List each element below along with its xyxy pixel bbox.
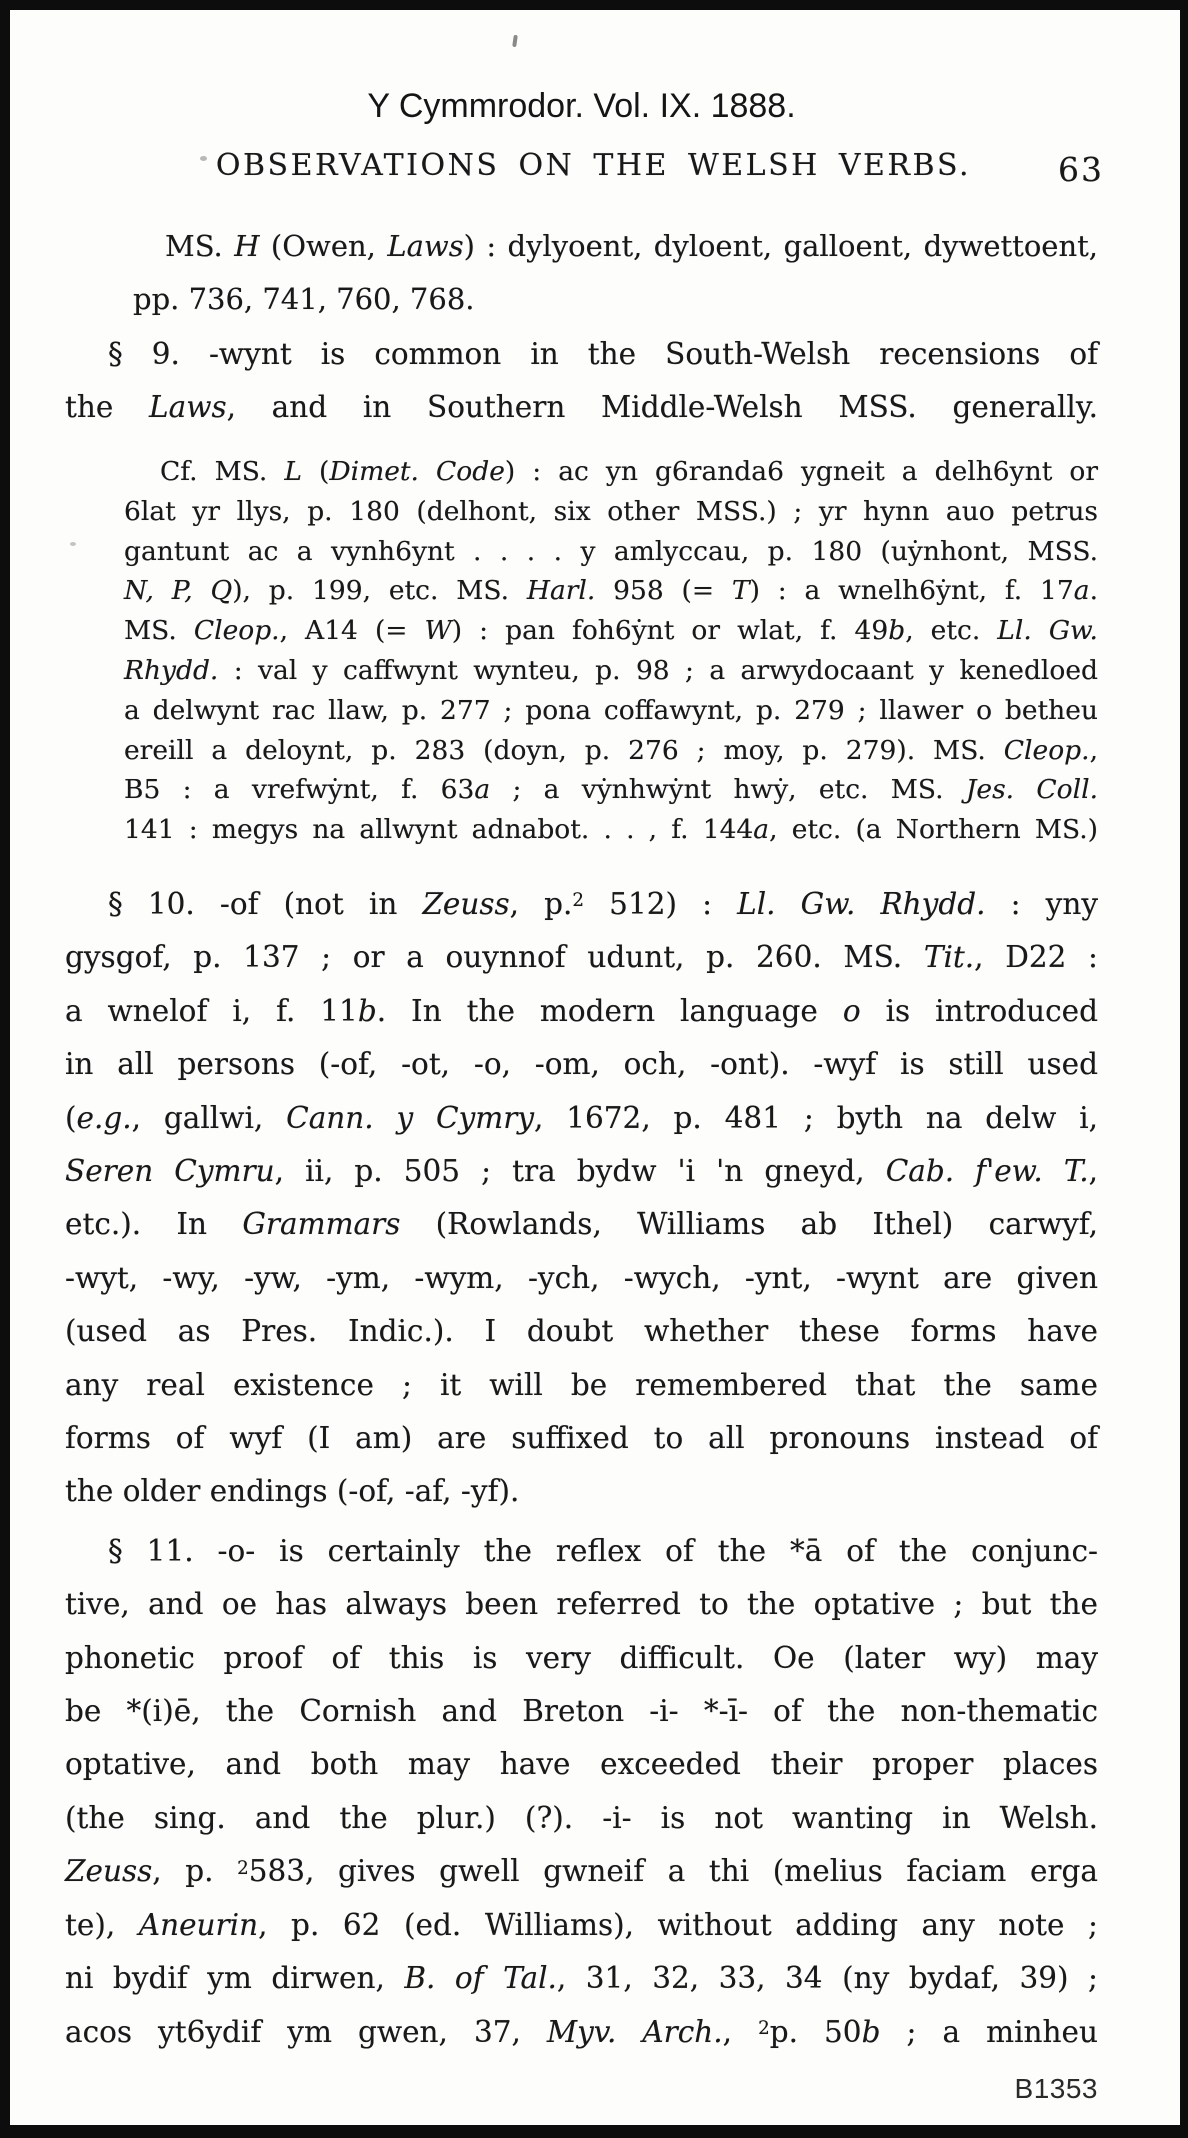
text-segment: ) : pan foh6ẏnt or wlat, f. 49 bbox=[451, 615, 889, 647]
text-segment: Laws bbox=[387, 229, 464, 263]
text-segment: Rhydd. bbox=[124, 654, 219, 686]
text-line bbox=[124, 452, 1098, 492]
text-segment: gantunt ac a vynh6ynt . . . . y amlyccau, p. 180 (uẏnhont, MSS. bbox=[124, 535, 1098, 567]
text-line bbox=[124, 532, 1098, 572]
text-segment: : val y caffwynt wynteu, p. 98 ; a arwydocaant y kenedloed bbox=[218, 654, 1098, 686]
text-segment: 141 : megys na allwynt adnabot. . . , f. 144 bbox=[124, 814, 754, 846]
text-segment: , 31, 32, 33, 34 (ny bydaf, 39) ; bbox=[556, 1961, 1098, 1996]
text-line bbox=[124, 691, 1098, 731]
text-segment: (Owen, bbox=[259, 229, 388, 263]
text-segment: Jes. Coll. bbox=[965, 774, 1098, 806]
text-line bbox=[133, 220, 1098, 273]
text-line bbox=[65, 878, 1098, 931]
text-segment: b bbox=[357, 993, 377, 1028]
text-line bbox=[65, 1092, 1098, 1145]
text-segment: ; a vẏnhwẏnt hwẏ, etc. MS. bbox=[490, 774, 966, 806]
text-segment: a wnelof i, f. 11 bbox=[65, 993, 358, 1028]
text-segment: Laws bbox=[149, 390, 227, 424]
paragraph-section-11 bbox=[65, 1525, 1098, 2059]
text-line bbox=[65, 1578, 1098, 1631]
text-segment: optative, and both may have exceeded their proper places bbox=[65, 1747, 1098, 1782]
text-segment: H bbox=[234, 229, 260, 263]
text-segment: 2 bbox=[237, 1857, 249, 1879]
text-segment: MS. bbox=[124, 615, 194, 647]
text-segment: Grammars bbox=[242, 1207, 401, 1242]
text-segment: the bbox=[65, 390, 150, 424]
text-segment: Cab. f'ew. T. bbox=[885, 1154, 1089, 1188]
paragraph-section-9 bbox=[65, 328, 1098, 434]
text-segment: B. of Tal. bbox=[404, 1961, 557, 1996]
text-segment: Ll. Gw. bbox=[997, 615, 1098, 647]
text-segment: acos yt6ydif ym gwen, 37, bbox=[65, 2014, 547, 2049]
text-segment: tive, and oe has always been referred to the optative ; but the bbox=[65, 1587, 1098, 1622]
text-segment: ) : dylyoent, dyloent, galloent, dywettoent, bbox=[463, 229, 1098, 263]
text-segment: e.g. bbox=[76, 1100, 132, 1135]
text-segment: phonetic proof of this is very difficult. Oe (later wy) may bbox=[65, 1640, 1098, 1675]
text-line bbox=[65, 1952, 1098, 2005]
text-segment: , ii, p. 505 ; tra bydw 'i 'n gneyd, bbox=[274, 1154, 886, 1188]
text-segment: , D22 : bbox=[974, 940, 1099, 975]
running-head bbox=[65, 148, 1104, 190]
text-segment: Seren Cymru bbox=[65, 1154, 275, 1188]
text-segment: , p. bbox=[152, 1854, 238, 1889]
text-line bbox=[65, 1198, 1098, 1251]
text-segment: a bbox=[753, 814, 770, 846]
text-segment: (the sing. and the plur.) (?). -i- is not wanting in Welsh. bbox=[65, 1800, 1098, 1835]
text-line bbox=[65, 1305, 1098, 1358]
text-segment: ni bydif ym dirwen, bbox=[65, 1961, 405, 1996]
text-segment: any real existence ; it will be remembered that the same bbox=[65, 1367, 1098, 1402]
text-segment: ( bbox=[65, 1100, 77, 1135]
text-line bbox=[65, 931, 1098, 984]
text-segment: , and in Southern Middle-Welsh MSS. generally. bbox=[226, 390, 1098, 424]
text-segment: Tit. bbox=[923, 940, 975, 975]
text-body bbox=[65, 220, 1098, 2059]
text-segment: Zeuss bbox=[65, 1854, 153, 1889]
text-line bbox=[65, 1899, 1098, 1952]
running-title: OBSERVATIONS ON THE WELSH VERBS. bbox=[215, 148, 972, 183]
text-segment: ( bbox=[302, 456, 330, 487]
text-segment: be *(i)ē, the Cornish and Breton -i- *-ī- of the non-thematic bbox=[65, 1694, 1098, 1729]
text-segment: the older endings (-of, -af, -yf). bbox=[65, 1474, 520, 1509]
text-segment: § 11. -o- is certainly the reflex of the *ā of the conjunc- bbox=[108, 1533, 1098, 1568]
text-line bbox=[124, 492, 1098, 532]
text-line bbox=[65, 1632, 1098, 1685]
text-segment: B5 : a vrefwẏnt, f. 63 bbox=[124, 774, 475, 806]
text-segment: N, P, Q bbox=[124, 575, 233, 607]
text-segment: T bbox=[731, 575, 750, 607]
text-segment: pp. 736, 741, 760, 768. bbox=[133, 282, 475, 316]
text-segment: ereill a deloynt, p. 283 (doyn, p. 276 ; moy, p. 279). MS. bbox=[124, 734, 1004, 766]
text-segment: a delwynt rac llaw, p. 277 ; pona coffawynt, p. 279 ; llawer o betheu bbox=[124, 694, 1098, 726]
text-segment: b bbox=[888, 615, 906, 647]
text-segment: gysgof, p. 137 ; or a ouynnof udunt, p. 260. MS. bbox=[65, 940, 924, 975]
text-line bbox=[65, 1145, 1098, 1198]
text-segment: is introduced bbox=[860, 993, 1098, 1028]
text-segment: , A14 (= bbox=[279, 615, 425, 647]
text-segment: Harl. bbox=[526, 575, 596, 607]
text-segment: forms of wyf (I am) are suffixed to all pronouns instead of bbox=[65, 1421, 1098, 1456]
text-segment: , etc. (a Northern MS.) bbox=[769, 814, 1098, 846]
text-line bbox=[65, 2006, 1098, 2059]
text-segment: , bbox=[722, 2014, 759, 2049]
text-segment: Ll. Gw. Rhydd. bbox=[737, 886, 986, 921]
text-line bbox=[133, 273, 1098, 326]
text-segment: Cleop. bbox=[193, 615, 280, 647]
text-line bbox=[65, 1525, 1098, 1578]
text-line bbox=[65, 1685, 1098, 1738]
text-segment: : yny bbox=[985, 886, 1098, 921]
text-line bbox=[65, 1412, 1098, 1465]
text-line bbox=[65, 985, 1098, 1038]
text-line bbox=[65, 1792, 1098, 1845]
text-segment: Zeuss bbox=[422, 886, 510, 921]
text-segment: 512) : bbox=[584, 886, 738, 921]
text-segment: (Rowlands, Williams ab Ithel) carwyf, bbox=[400, 1207, 1098, 1242]
text-line bbox=[65, 1359, 1098, 1412]
text-line bbox=[124, 731, 1098, 771]
text-segment: , p. bbox=[509, 886, 573, 921]
text-segment: 2 bbox=[572, 890, 585, 912]
paragraph-section-10 bbox=[65, 878, 1098, 1519]
text-segment: -wyt, -wy, -yw, -ym, -wym, -ych, -wych, -ynt, -wynt are given bbox=[65, 1260, 1098, 1295]
text-segment: L bbox=[284, 456, 302, 487]
text-segment: a bbox=[1073, 575, 1090, 607]
text-segment: § 9. -wynt is common in the South-Welsh recensions of bbox=[108, 337, 1098, 371]
text-segment: , etc. bbox=[905, 615, 998, 647]
text-segment: ) : ac yn g6randa6 ygneit a delh6ynt or bbox=[504, 456, 1099, 487]
text-segment: 583, gives gwell gwneif a thi (melius faciam erga bbox=[248, 1854, 1098, 1889]
text-segment: o bbox=[842, 993, 861, 1028]
text-segment: Cann. y Cymry bbox=[286, 1100, 535, 1135]
text-segment: . In the modern language bbox=[376, 993, 843, 1028]
page-number: 63 bbox=[1058, 150, 1104, 189]
text-segment: . bbox=[1089, 575, 1099, 607]
paragraph-ms-h-citation bbox=[133, 220, 1098, 326]
text-segment: , p. 62 (ed. Williams), without adding any note ; bbox=[258, 1907, 1098, 1942]
text-segment: , bbox=[1089, 734, 1098, 766]
text-line bbox=[65, 1465, 1098, 1518]
text-segment: Dimet. Code bbox=[329, 456, 505, 487]
text-segment: ) : a wnelh6ẏnt, f. 17 bbox=[749, 575, 1074, 607]
text-column bbox=[65, 10, 1104, 2105]
text-segment: MS. bbox=[165, 229, 235, 263]
text-segment: Cleop. bbox=[1003, 734, 1090, 766]
text-segment: te), bbox=[65, 1907, 139, 1942]
text-line bbox=[124, 611, 1098, 651]
text-line bbox=[65, 381, 1098, 434]
text-segment: a bbox=[474, 774, 491, 806]
text-line bbox=[65, 328, 1098, 381]
text-segment: , 1672, p. 481 ; byth na delw i, bbox=[534, 1100, 1099, 1135]
text-segment: 958 (= bbox=[595, 575, 732, 607]
text-segment: § 10. -of (not in bbox=[108, 886, 423, 921]
text-line bbox=[65, 1252, 1098, 1305]
text-segment: ), p. 199, etc. MS. bbox=[232, 575, 527, 607]
journal-header: Y Cymmrodor. Vol. IX. 1888. bbox=[367, 87, 796, 125]
paragraph-ms-l-citation bbox=[124, 452, 1098, 850]
text-segment: Cf. MS. bbox=[160, 456, 285, 487]
text-line bbox=[65, 1845, 1098, 1898]
text-segment: b bbox=[861, 2014, 881, 2049]
text-segment: p. 50 bbox=[769, 2014, 862, 2049]
text-line bbox=[124, 651, 1098, 691]
text-line bbox=[65, 1038, 1098, 1091]
text-segment: etc.). In bbox=[65, 1207, 243, 1242]
footer-id: B1353 bbox=[1014, 2072, 1098, 2104]
text-segment: ; a minheu bbox=[880, 2014, 1098, 2049]
text-segment: 2 bbox=[758, 2017, 770, 2039]
text-line bbox=[124, 571, 1098, 611]
text-segment: Myv. Arch. bbox=[546, 2014, 723, 2049]
text-segment: , bbox=[1088, 1154, 1098, 1188]
text-segment: , gallwi, bbox=[131, 1100, 287, 1135]
text-segment: (used as Pres. Indic.). I doubt whether these forms have bbox=[65, 1314, 1098, 1349]
text-segment: 6lat yr llys, p. 180 (delhont, six other MSS.) ; yr hynn auo petrus bbox=[124, 495, 1098, 527]
text-line bbox=[124, 770, 1098, 810]
text-line bbox=[124, 810, 1098, 850]
text-segment: Aneurin bbox=[138, 1907, 259, 1942]
text-line bbox=[65, 1738, 1098, 1791]
text-segment: in all persons (-of, -ot, -o, -om, och, -ont). -wyf is still used bbox=[65, 1047, 1098, 1082]
text-segment: W bbox=[424, 615, 452, 647]
